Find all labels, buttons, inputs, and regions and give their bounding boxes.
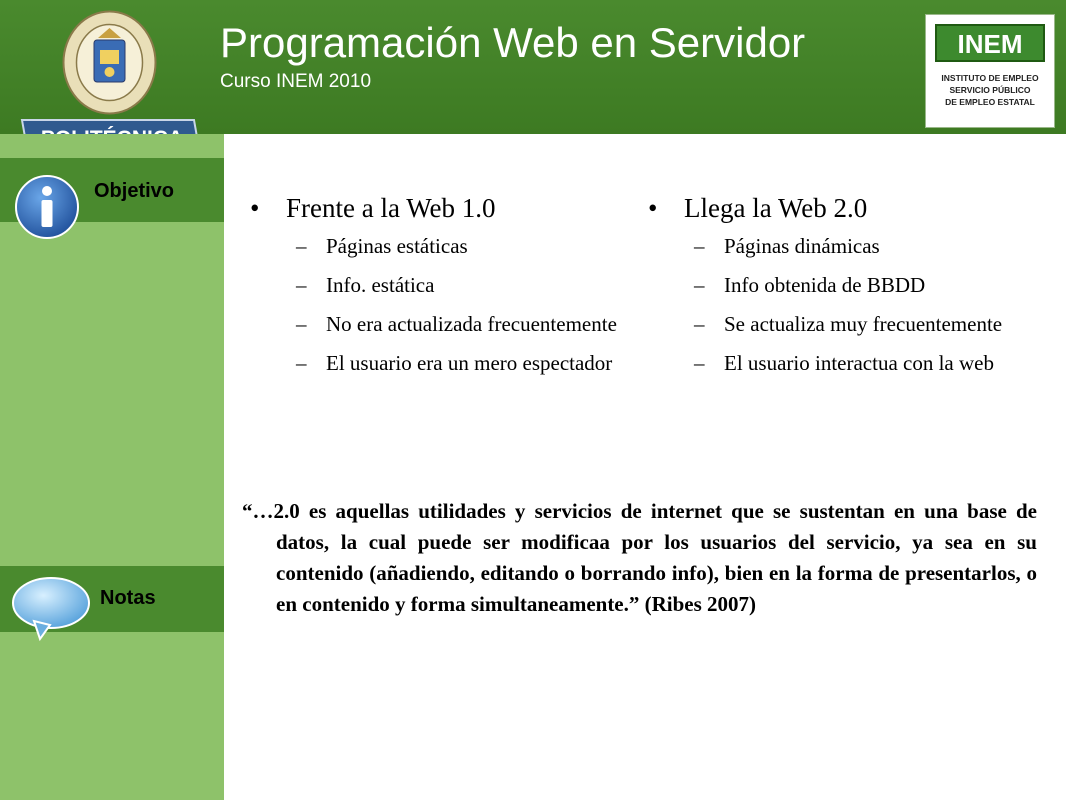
svg-text:SERVICIO PÚBLICO: SERVICIO PÚBLICO xyxy=(949,85,1031,95)
web1-column xyxy=(250,190,630,388)
page-title: Programación Web en Servidor xyxy=(220,19,806,66)
speech-bubble-icon xyxy=(10,575,92,643)
svg-text:DE EMPLEO ESTATAL: DE EMPLEO ESTATAL xyxy=(945,97,1035,107)
list-item: – El usuario era un mero espectador xyxy=(296,349,630,378)
svg-text:INSTITUTO DE EMPLEO: INSTITUTO DE EMPLEO xyxy=(941,73,1039,83)
list-item: – No era actualizada frecuentemente xyxy=(296,310,630,339)
list-item: – El usuario interactua con la web xyxy=(694,349,1028,378)
inem-logo xyxy=(925,14,1055,128)
list-item: – Páginas dinámicas xyxy=(694,232,1028,261)
list-item: – Info obtenida de BBDD xyxy=(694,271,1028,300)
web1-list xyxy=(250,232,630,378)
web2-column xyxy=(648,190,1028,388)
page-subtitle: Curso INEM 2010 xyxy=(220,71,372,92)
list-item: – Páginas estáticas xyxy=(296,232,630,261)
web1-heading: • Frente a la Web 1.0 xyxy=(250,190,630,226)
quote-paragraph: “…2.0 es aquellas utilidades y servicios de internet que se sustentan en una base de datos, la cual puede ser modificaa por los usuarios del servicio, ya sea en su contenido (añadiendo, editando o borrando info), bien en la forma de presentarlos, o en contenido y forma simultaneamente.” (Ribes 2007) xyxy=(242,499,1037,616)
svg-text:INEM: INEM xyxy=(957,29,1023,59)
info-icon xyxy=(14,174,80,240)
list-item: – Info. estática xyxy=(296,271,630,300)
web2-heading: • Llega la Web 2.0 xyxy=(648,190,1028,226)
sidebar-item-label-notas: Notas xyxy=(100,587,156,609)
university-seal-logo xyxy=(62,10,157,115)
list-item: – Se actualiza muy frecuentemente xyxy=(694,310,1028,339)
web2-list xyxy=(648,232,1028,378)
sidebar-item-label-objetivo: Objetivo xyxy=(94,180,175,202)
